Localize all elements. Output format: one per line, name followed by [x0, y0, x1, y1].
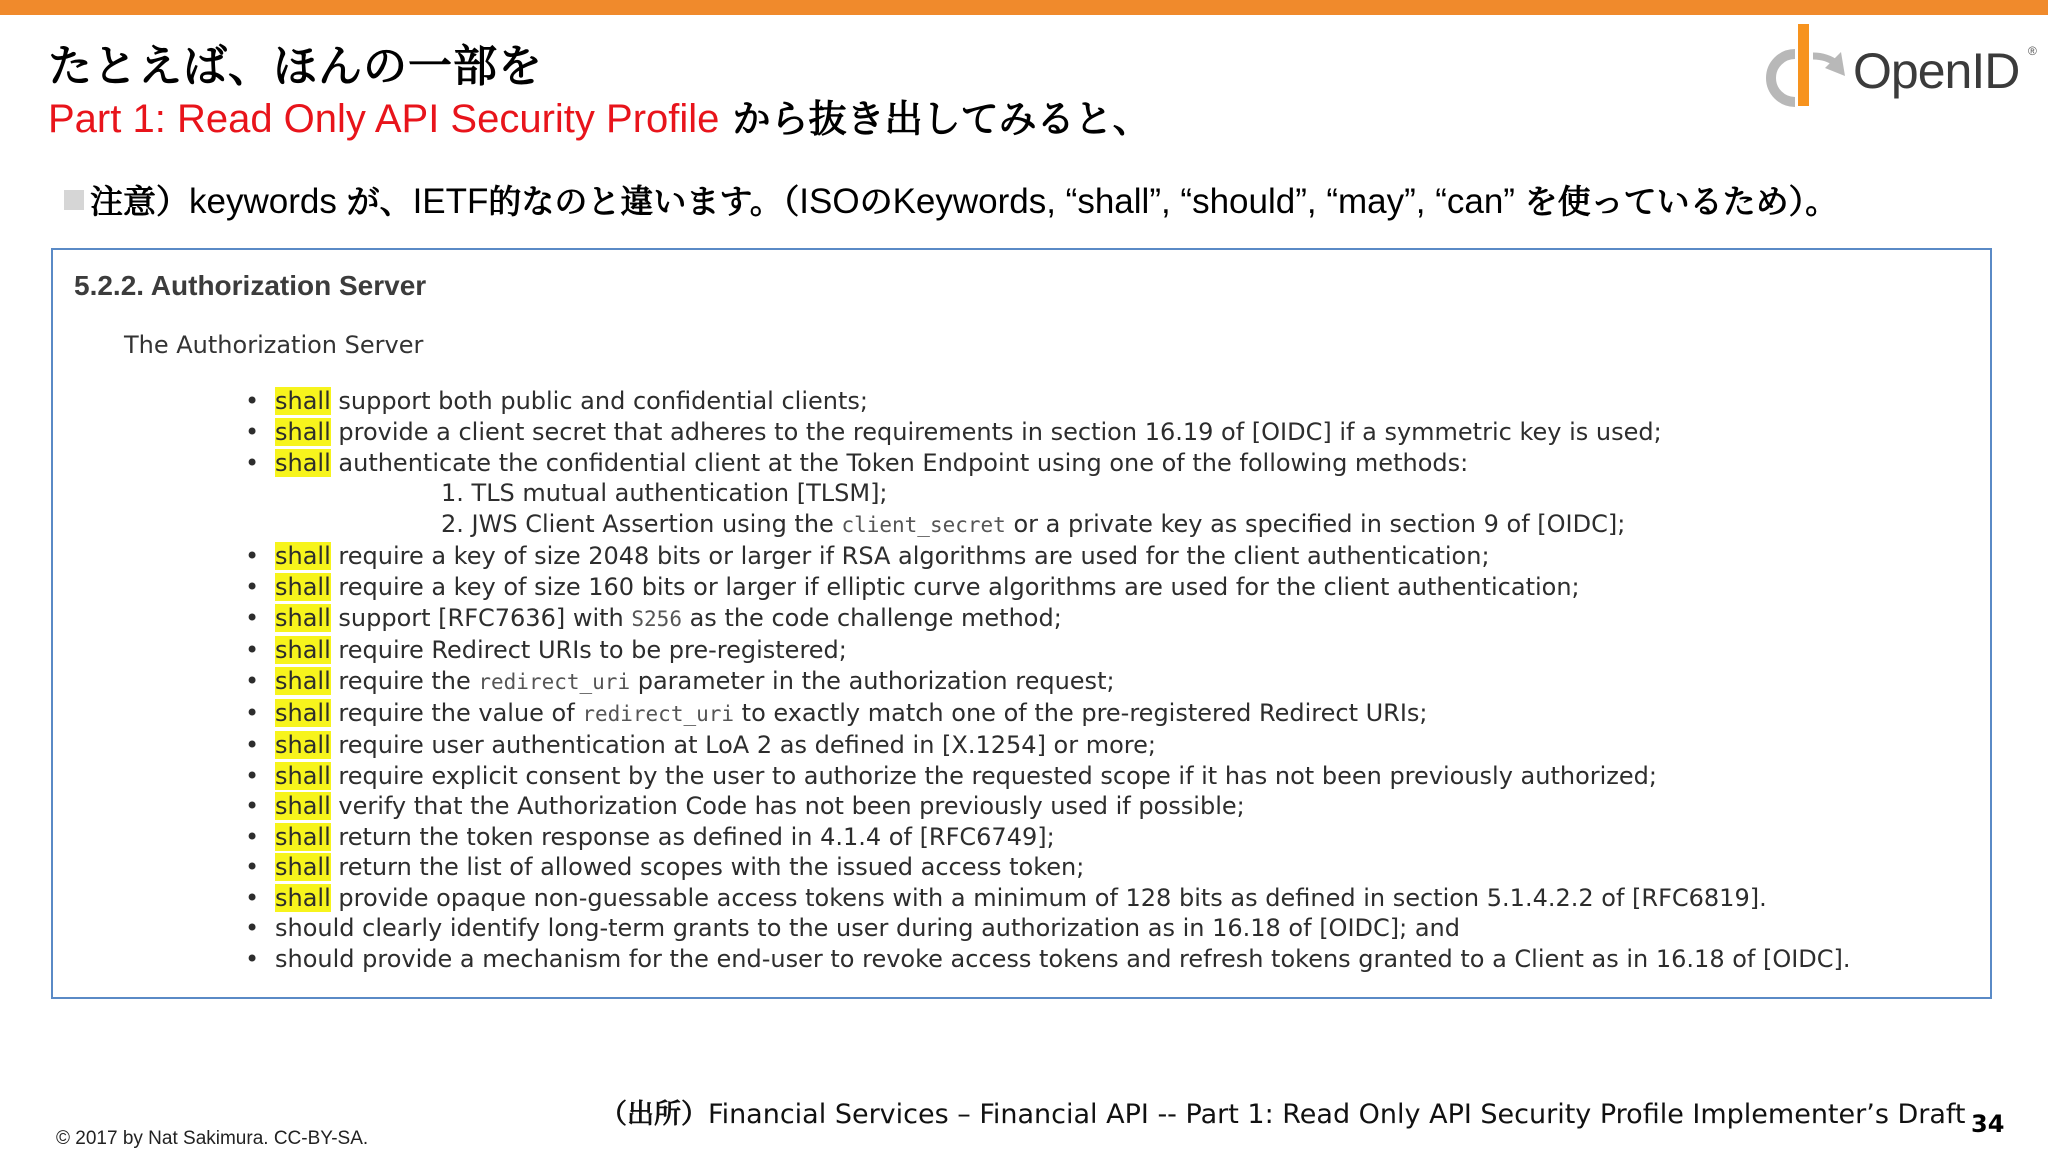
- list-item: [245, 853, 1085, 881]
- top-accent-bar: [0, 0, 2048, 15]
- code-text: S256: [631, 607, 682, 631]
- subtitle-jp-text: から抜き出してみると、: [719, 97, 1151, 141]
- item-text: require explicit consent by the user to authorize the requested scope if it has not been previously authorized;: [330, 762, 1657, 790]
- note-text: 注意）: [90, 182, 189, 221]
- list-item: [245, 823, 1055, 851]
- spec-excerpt-box: [51, 248, 1992, 999]
- code-text: redirect_uri: [582, 702, 735, 726]
- bullet: •: [245, 573, 260, 601]
- shall-keyword: shall: [275, 604, 331, 632]
- item-text: verify that the Authorization Code has not been previously used if possible;: [330, 792, 1245, 820]
- item-text: provide a client secret that adheres to the requirements in section 16.19 of [OIDC] if a symmetric key is used;: [330, 418, 1662, 446]
- list-item: [245, 667, 1115, 695]
- note-text: 的なのと違います。（: [488, 182, 800, 221]
- item-text: return the token response as defined in 4.1.4 of [RFC6749];: [330, 823, 1055, 851]
- bullet: •: [245, 792, 260, 820]
- item-text: should provide a mechanism for the end-user to revoke access tokens and refresh tokens granted to a Client as in 16.18 of [OIDC].: [275, 945, 1851, 973]
- list-item: [245, 604, 1062, 632]
- list-item: [245, 945, 1851, 973]
- item-text: authenticate the confidential client at the Token Endpoint using one of the following methods:: [330, 449, 1469, 477]
- shall-keyword: shall: [275, 573, 331, 601]
- shall-keyword: shall: [275, 731, 331, 759]
- bullet: •: [245, 823, 260, 851]
- item-text: require a key of size 2048 bits or larger if RSA algorithms are used for the client authentication;: [330, 542, 1490, 570]
- item-text: parameter in the authorization request;: [630, 667, 1115, 695]
- page-number: 34: [1971, 1110, 2005, 1138]
- list-item: [245, 542, 1490, 570]
- item-text: require user authentication at LoA 2 as defined in [X.1254] or more;: [330, 731, 1156, 759]
- item-text: provide opaque non-guessable access tokens with a minimum of 128 bits as defined in section 5.1.4.2.2 of [RFC6819].: [330, 884, 1767, 912]
- bullet: •: [245, 604, 260, 632]
- bullet: •: [245, 853, 260, 881]
- item-text: or a private key as specified in section 9 of [OIDC];: [1005, 510, 1626, 538]
- shall-keyword: shall: [275, 418, 331, 446]
- shall-keyword: shall: [275, 823, 331, 851]
- list-item: [245, 387, 868, 415]
- item-text: as the code challenge method;: [681, 604, 1062, 632]
- item-text: should clearly identify long-term grants to the user during authorization as in 16.18 of [OIDC]; and: [275, 914, 1460, 942]
- bullet: •: [245, 542, 260, 570]
- slide-subtitle: [48, 88, 1151, 143]
- note-text: Keywords, “shall”, “should”, “may”, “can”: [892, 182, 1525, 221]
- bullet: •: [245, 914, 260, 942]
- list-item: [245, 699, 1428, 727]
- item-text: 2. JWS Client Assertion using the: [441, 510, 842, 538]
- list-item: [245, 636, 847, 664]
- note-text: ISO: [799, 182, 860, 221]
- section-heading: 5.2.2. Authorization Server: [74, 270, 427, 301]
- shall-keyword: shall: [275, 699, 331, 727]
- list-item: [245, 573, 1580, 601]
- shall-keyword: shall: [275, 667, 331, 695]
- note-text: の: [859, 182, 893, 221]
- shall-keyword: shall: [275, 762, 331, 790]
- list-item: [245, 792, 1245, 820]
- shall-keyword: shall: [275, 636, 331, 664]
- list-item: [245, 884, 1767, 912]
- sub-list-item: 1. TLS mutual authentication [TLSM];: [441, 479, 888, 507]
- registered-mark: ®: [2028, 44, 2037, 58]
- bullet: •: [245, 699, 260, 727]
- openid-logo-text: OpenID: [1853, 43, 2020, 99]
- subtitle-red-text: Part 1: Read Only API Security Profile: [48, 97, 720, 141]
- bullet: •: [245, 387, 260, 415]
- slide-title: たとえば、ほんの一部を: [48, 41, 543, 92]
- bullet: •: [245, 449, 260, 477]
- openid-mark-icon: [1755, 22, 1855, 112]
- source-text: Financial Services – Financial API -- Part 1: Read Only API Security Profile Implementer’s Draft: [708, 1099, 1966, 1130]
- section-subheading: The Authorization Server: [124, 331, 424, 359]
- list-item: [245, 914, 1460, 942]
- note-text: を使っているため）。: [1524, 182, 1839, 221]
- list-item: [245, 762, 1657, 790]
- bullet: •: [245, 731, 260, 759]
- list-item: [245, 418, 1662, 446]
- keywords-note: [64, 176, 1838, 223]
- square-bullet-icon: [64, 190, 84, 210]
- item-text: require Redirect URIs to be pre-registered;: [330, 636, 847, 664]
- note-text: が、: [346, 182, 413, 221]
- item-text: require the value of: [330, 699, 583, 727]
- item-text: to exactly match one of the pre-registered Redirect URIs;: [734, 699, 1428, 727]
- shall-keyword: shall: [275, 542, 331, 570]
- bullet: •: [245, 762, 260, 790]
- bullet: •: [245, 884, 260, 912]
- code-text: redirect_uri: [478, 670, 631, 694]
- bullet: •: [245, 667, 260, 695]
- sub-list-item: [441, 510, 1625, 538]
- copyright-notice: © 2017 by Nat Sakimura. CC-BY-SA.: [56, 1128, 369, 1149]
- note-text: keywords: [189, 182, 347, 221]
- bullet: •: [245, 636, 260, 664]
- item-text: support both public and confidential clients;: [330, 387, 868, 415]
- item-text: return the list of allowed scopes with the issued access token;: [330, 853, 1085, 881]
- bullet: •: [245, 945, 260, 973]
- shall-keyword: shall: [275, 792, 331, 820]
- note-text: IETF: [412, 182, 489, 221]
- list-item: [245, 449, 1469, 477]
- source-label: （出所）: [600, 1099, 708, 1130]
- shall-keyword: shall: [275, 853, 331, 881]
- shall-keyword: shall: [275, 387, 331, 415]
- openid-logo: [1755, 22, 2035, 112]
- code-text: client_secret: [841, 513, 1006, 537]
- item-text: require a key of size 160 bits or larger if elliptic curve algorithms are used for the client authentication;: [330, 573, 1580, 601]
- shall-keyword: shall: [275, 884, 331, 912]
- shall-keyword: shall: [275, 449, 331, 477]
- item-text: support [RFC7636] with: [330, 604, 632, 632]
- item-text: require the: [330, 667, 479, 695]
- bullet: •: [245, 418, 260, 446]
- list-item: [245, 731, 1156, 759]
- source-citation: [600, 1092, 1966, 1131]
